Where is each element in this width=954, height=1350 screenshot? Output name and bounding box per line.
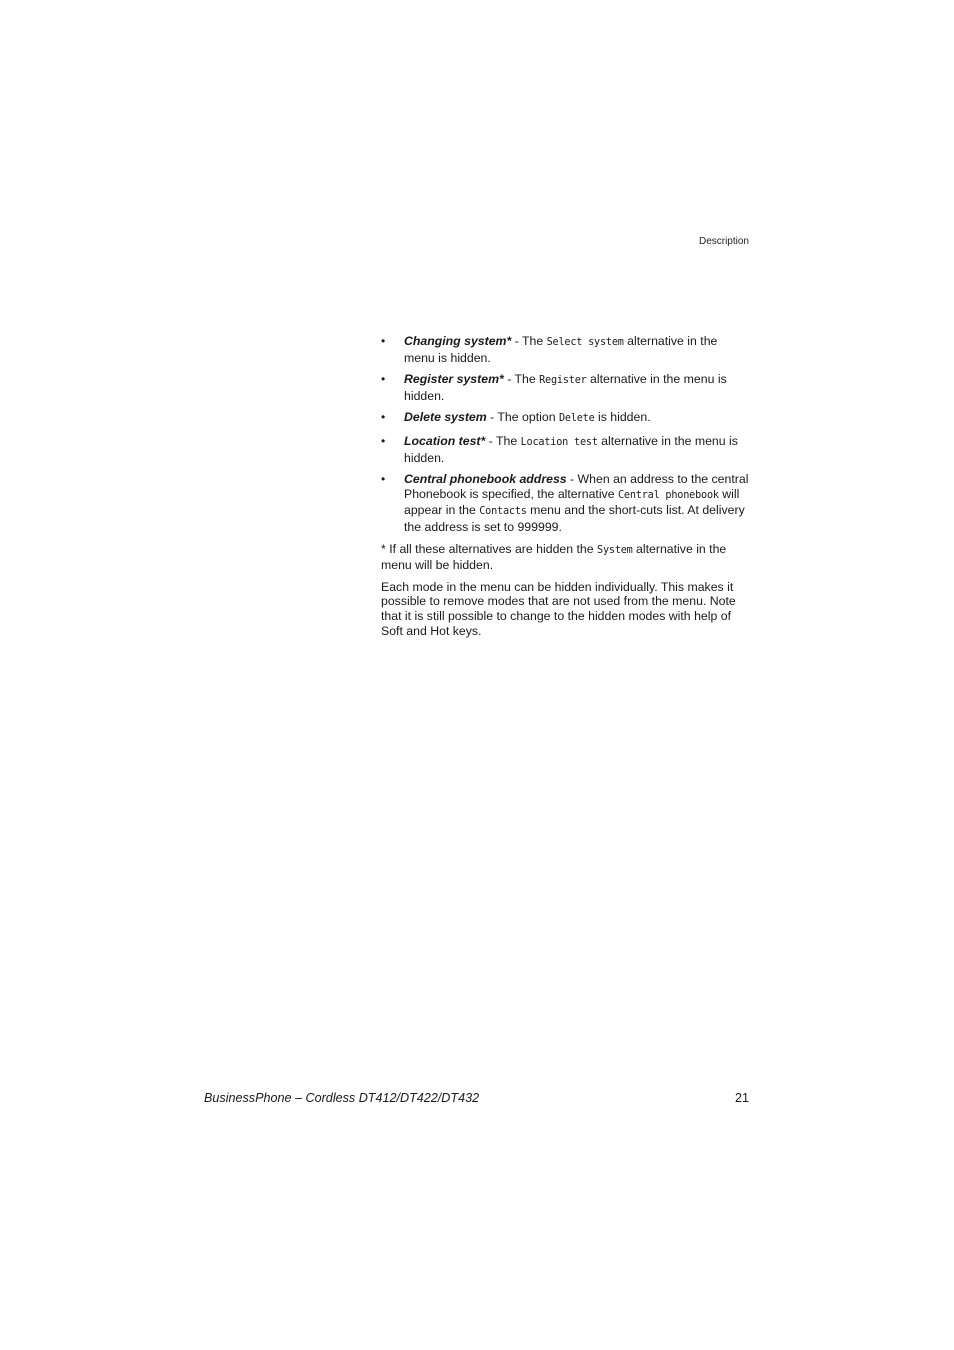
bullet-icon: • xyxy=(381,334,386,348)
footnote-text: alternative in the menu will be hidden. xyxy=(381,541,727,573)
list-item-central-phonebook-address xyxy=(381,472,751,534)
page-number: 21 xyxy=(734,1091,749,1105)
bullet-icon: • xyxy=(381,472,386,487)
item-term: Register system* xyxy=(404,372,504,387)
footnote xyxy=(381,542,751,573)
menu-option-code: System xyxy=(597,544,633,556)
item-text: - The xyxy=(485,433,521,448)
section-label: Description xyxy=(698,236,749,247)
footer-title: BusinessPhone – Cordless DT412/DT422/DT432 xyxy=(204,1091,480,1105)
menu-option-code: Register xyxy=(539,375,587,387)
bullet-icon: • xyxy=(381,433,386,448)
menu-option-code: Central phonebook xyxy=(617,489,719,501)
item-text: - The option xyxy=(486,410,559,425)
item-text: - When an address to the central Phonebook is specified, the alternative xyxy=(404,472,749,501)
item-text: is hidden. xyxy=(594,410,651,425)
item-text: menu and the short-cuts list. At delivery the address is set to 999999. xyxy=(404,503,745,534)
footnote-text: * If all these alternatives are hidden the xyxy=(381,541,598,556)
menu-option-code: Location test xyxy=(520,436,598,448)
item-term: Location test* xyxy=(404,433,486,448)
bullet-icon: • xyxy=(381,372,386,387)
menu-option-code: Select system xyxy=(546,337,624,348)
body-paragraph: Each mode in the menu can be hidden individually. This makes it possible to remove modes that are not used from the menu. Note that it is still possible to change to the hidden modes with help of Soft and Hot keys. xyxy=(381,579,736,638)
list-item-changing-system xyxy=(381,334,751,365)
item-text: - The xyxy=(511,334,547,348)
item-term: Delete system xyxy=(404,410,487,425)
list-item-location-test xyxy=(381,434,751,465)
main-content xyxy=(381,334,751,638)
item-text: alternative in the menu is hidden. xyxy=(404,372,727,403)
item-term: Changing system* xyxy=(404,334,512,348)
option-list xyxy=(381,334,751,535)
item-text: will appear in the xyxy=(404,486,740,518)
item-text: - The xyxy=(503,372,540,387)
list-item-register-system xyxy=(381,372,751,403)
item-text: alternative in the menu is hidden. xyxy=(404,433,738,465)
list-item-delete-system xyxy=(381,410,751,427)
bullet-icon: • xyxy=(381,410,386,425)
item-text: alternative in the menu is hidden. xyxy=(404,334,718,365)
menu-option-code: Delete xyxy=(558,413,595,425)
menu-option-code: Contacts xyxy=(479,506,527,518)
item-term: Central phonebook address xyxy=(404,472,567,487)
